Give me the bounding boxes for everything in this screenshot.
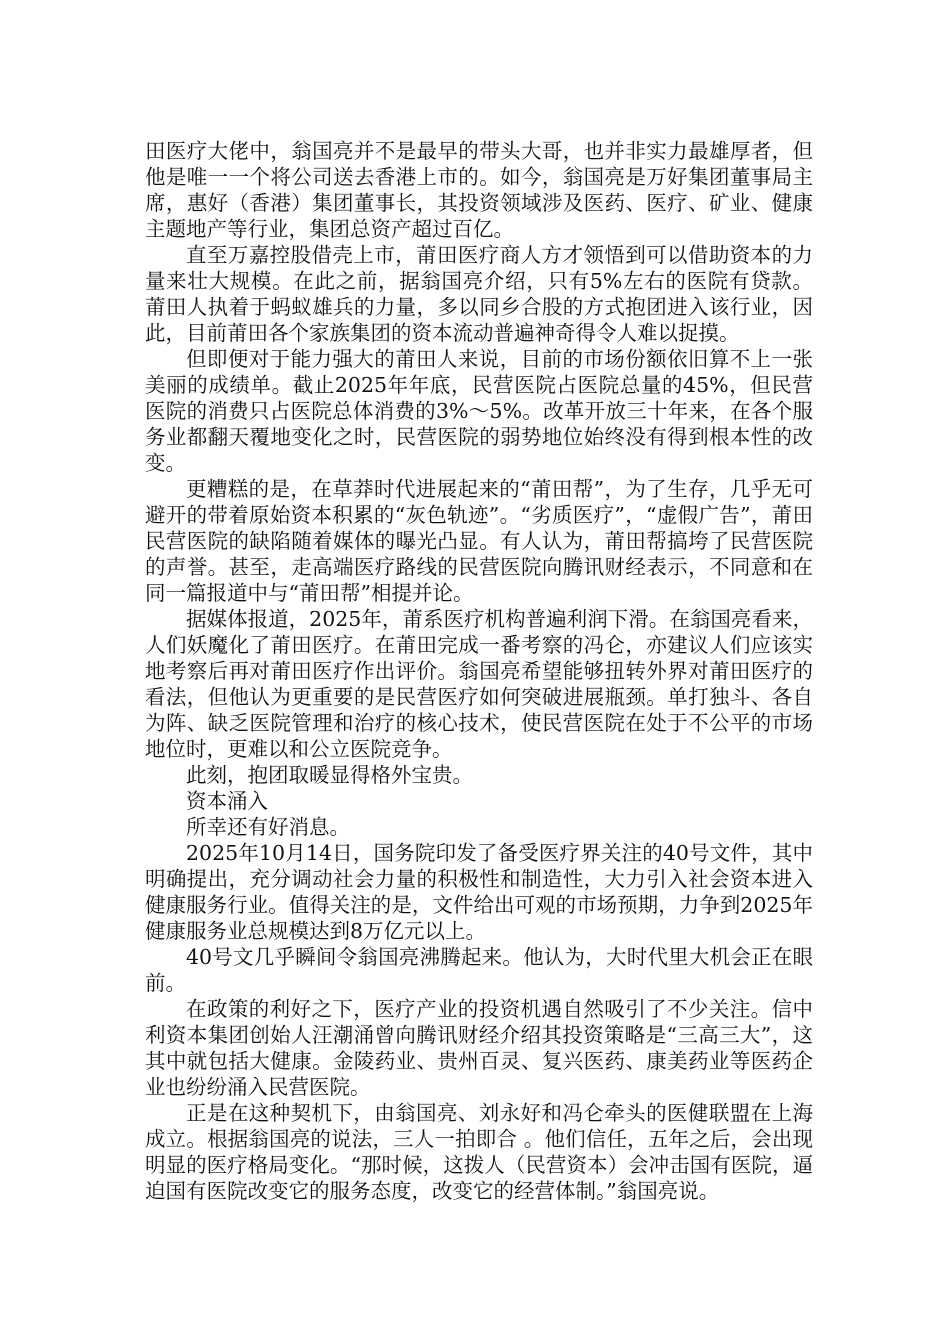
paragraph-2: 直至万嘉控股借壳上市，莆田医疗商人方才领悟到可以借助资本的力量来壮大规模。在此之前，据翁国亮介绍，只有5%左右的医院有贷款。莆田人执着于蚂蚁雄兵的力量，多以同乡合股的方式抱团进入该行业，因此，目前莆田各个家族集团的资本流动普遍神奇得令人难以捉摸。	[145, 243, 813, 345]
paragraph-1: 田医疗大佬中，翁国亮并不是最早的带头大哥，也并非实力最雄厚者，但他是唯一一个将公司送去香港上市的。如今，翁国亮是万好集团董事局主席，惠好（香港）集团董事长，其投资领域涉及医药、医疗、矿业、健康主题地产等行业，集团总资产超过百亿。	[145, 139, 813, 241]
paragraph-8: 2025年10月14日，国务院印发了备受医疗界关注的40号文件，其中明确提出，充分调动社会力量的积极性和制造性，大力引入社会资本进入健康服务行业。值得关注的是，文件给出可观的市场预期，力争到2025年健康服务业总规模达到8万亿元以上。	[145, 841, 813, 943]
paragraph-4: 更糟糕的是，在草莽时代进展起来的“莆田帮”，为了生存，几乎无可避开的带着原始资本积累的“灰色轨迹”。“劣质医疗”，“虚假广告”，莆田民营医院的缺陷随着媒体的曝光凸显。有人认为，莆田帮搞垮了民营医院的声誉。甚至，走高端医疗路线的民营医院向腾讯财经表示，不同意和在同一篇报道中与“莆田帮”相提并论。	[145, 477, 813, 605]
paragraph-11: 正是在这种契机下，由翁国亮、刘永好和冯仑牵头的医健联盟在上海成立。根据翁国亮的说法，三人一拍即合 。他们信任，五年之后，会出现明显的医疗格局变化。“那时候，这拨人（民营资本）会冲击国有医院，逼迫国有医院改变它的服务态度，改变它的经营体制。”翁国亮说。	[145, 1101, 813, 1203]
paragraph-5: 据媒体报道，2025年，莆系医疗机构普遍利润下滑。在翁国亮看来，人们妖魔化了莆田医疗。在莆田完成一番考察的冯仑，亦建议人们应该实地考察后再对莆田医疗作出评价。翁国亮希望能够扭转外界对莆田医疗的看法，但他认为更重要的是民营医疗如何突破进展瓶颈。单打独斗、各自为阵、缺乏医院管理和治疗的核心技术，使民营医院在处于不公平的市场地位时，更难以和公立医院竞争。	[145, 607, 813, 761]
section-heading: 资本涌入	[186, 789, 268, 813]
paragraph-7: 所幸还有好消息。	[186, 815, 350, 839]
paragraph-10: 在政策的利好之下，医疗产业的投资机遇自然吸引了不少关注。信中利资本集团创始人汪潮涌曾向腾讯财经介绍其投资策略是“三高三大”，这其中就包括大健康。金陵药业、贵州百灵、复兴医药、康美药业等医药企业也纷纷涌入民营医院。	[145, 997, 813, 1099]
paragraph-9: 40号文几乎瞬间令翁国亮沸腾起来。他认为，大时代里大机会正在眼前。	[145, 945, 813, 995]
paragraph-6: 此刻，抱团取暖显得格外宝贵。	[186, 763, 473, 787]
paragraph-3: 但即便对于能力强大的莆田人来说，目前的市场份额依旧算不上一张美丽的成绩单。截止2025年年底，民营医院占医院总量的45%，但民营医院的消费只占医院总体消费的3%～5%。改革开放三十年来，在各个服务业都翻天覆地变化之时，民营医院的弱势地位始终没有得到根本性的改变。	[145, 347, 813, 475]
document-body	[145, 138, 813, 1204]
